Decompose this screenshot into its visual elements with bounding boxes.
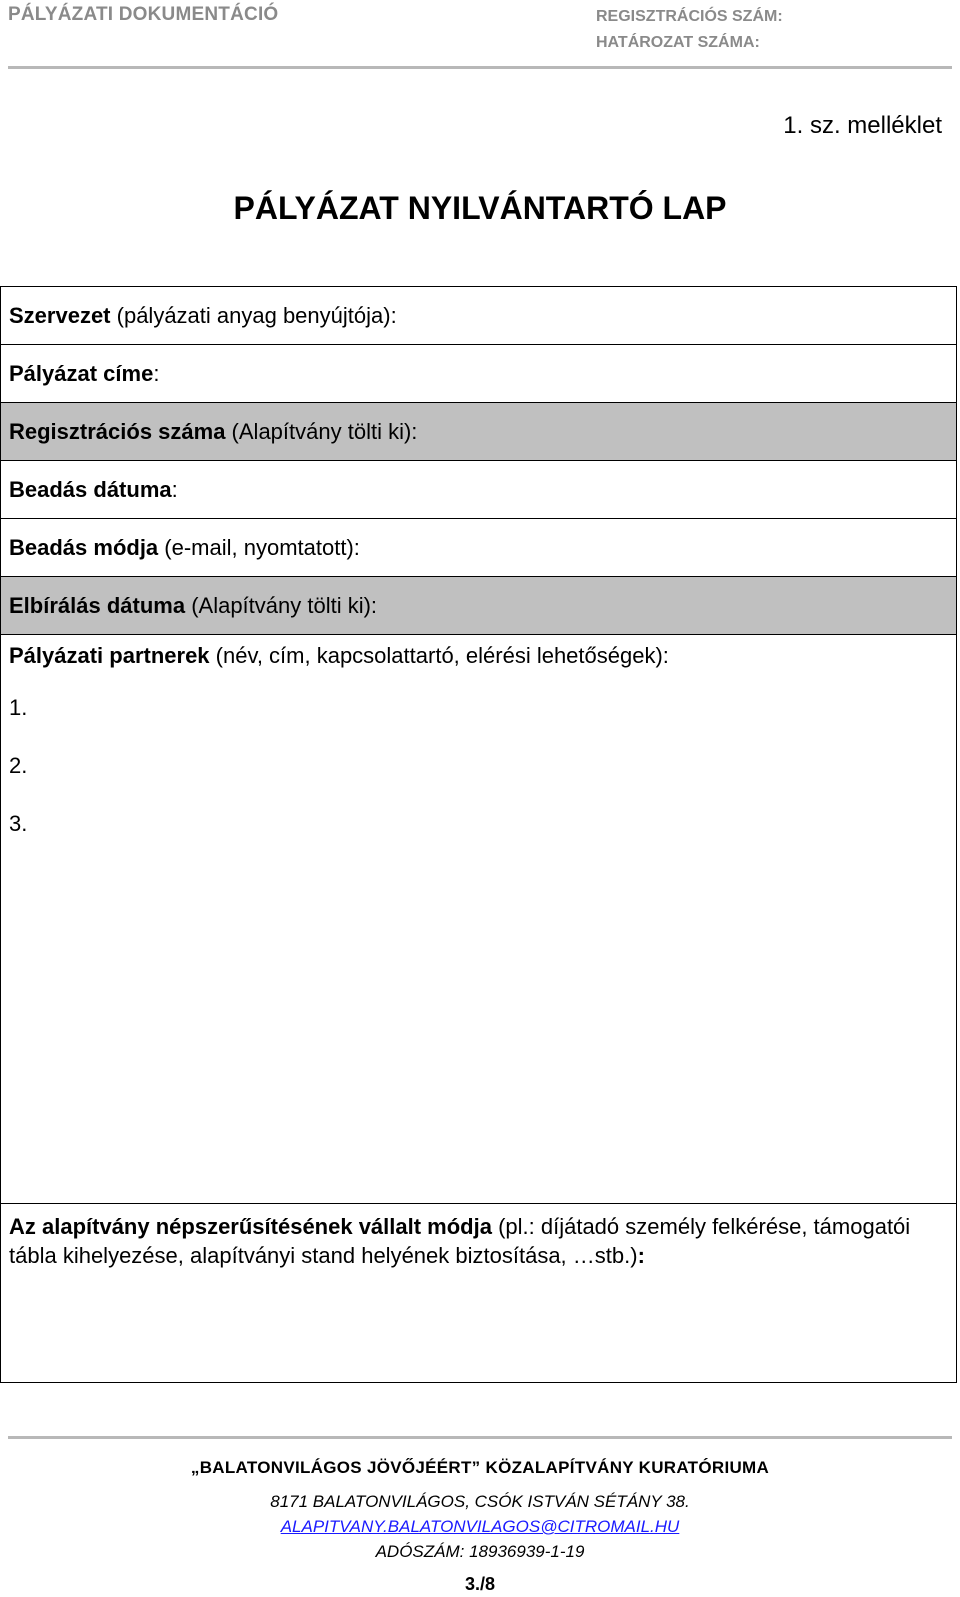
row-submission-mode bbox=[1, 519, 957, 577]
footer-email-link[interactable]: ALAPITVANY.BALATONVILAGOS@CITROMAIL.HU bbox=[280, 1517, 680, 1536]
row-organization bbox=[1, 287, 957, 345]
partner-item: 2. bbox=[9, 753, 28, 778]
field-evaluation-date[interactable]: Elbírálás dátuma (Alapítvány tölti ki): bbox=[1, 577, 957, 635]
reg-number-label: REGISZTRÁCIÓS SZÁM: bbox=[596, 8, 783, 25]
field-title[interactable]: Pályázat címe: bbox=[1, 345, 957, 403]
page-title: PÁLYÁZAT NYILVÁNTARTÓ LAP bbox=[233, 190, 727, 226]
row-promotion bbox=[1, 1204, 957, 1383]
row-title bbox=[1, 345, 957, 403]
partner-item: 1. bbox=[9, 695, 28, 720]
field-promotion[interactable]: Az alapítvány népszerűsítésének vállalt módja (pl.: díjátadó személy felkérése, támogatói tábla kihelyezése, alapítványi stand helyének biztosítása, …stb.): bbox=[1, 1204, 957, 1383]
page-number: 3./8 bbox=[464, 1574, 496, 1594]
row-evaluation-date bbox=[1, 577, 957, 635]
decision-number-label: HATÁROZAT SZÁMA: bbox=[596, 34, 760, 51]
row-submission-date bbox=[1, 461, 957, 519]
registration-form bbox=[0, 286, 957, 1383]
row-registration bbox=[1, 403, 957, 461]
footer-tax-number: ADÓSZÁM: 18936939-1-19 bbox=[375, 1542, 585, 1561]
doc-label: PÁLYÁZATI DOKUMENTÁCIÓ bbox=[8, 4, 279, 25]
row-partners bbox=[1, 635, 957, 1204]
field-partners[interactable]: Pályázati partnerek (név, cím, kapcsolattartó, elérési lehetőségek): 1. 2. 3. bbox=[1, 635, 957, 1204]
annex-label: 1. sz. melléklet bbox=[783, 112, 942, 139]
header-divider bbox=[8, 66, 952, 69]
footer-address: 8171 BALATONVILÁGOS, CSÓK ISTVÁN SÉTÁNY 38. bbox=[270, 1492, 690, 1511]
page-header bbox=[0, 0, 960, 72]
field-submission-mode[interactable]: Beadás módja (e-mail, nyomtatott): bbox=[1, 519, 957, 577]
field-registration-number[interactable]: Regisztrációs száma (Alapítvány tölti ki): bbox=[1, 403, 957, 461]
field-submission-date[interactable]: Beadás dátuma: bbox=[1, 461, 957, 519]
footer-organization: „BALATONVILÁGOS JÖVŐJÉÉRT” KÖZALAPÍTVÁNY KURATÓRIUMA bbox=[190, 1458, 770, 1477]
footer-divider bbox=[8, 1436, 952, 1439]
partner-item: 3. bbox=[9, 811, 28, 836]
field-organization[interactable]: Szervezet (pályázati anyag benyújtója): bbox=[1, 287, 957, 345]
reg-fields bbox=[596, 4, 783, 56]
